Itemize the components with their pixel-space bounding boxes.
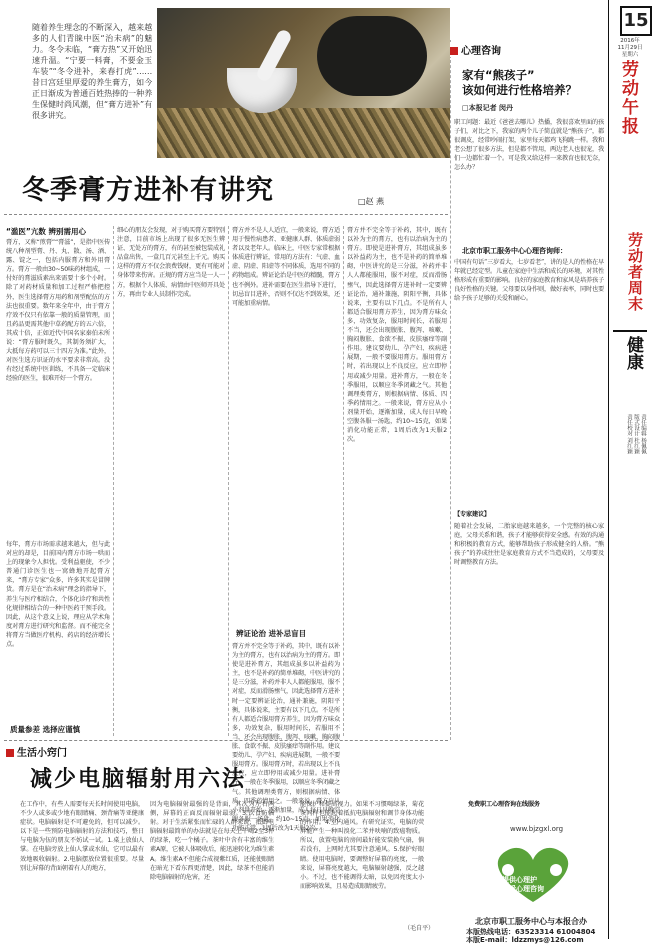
ad-slogan: 工会提供心理护 职工享受心理咨询	[488, 876, 544, 893]
masthead-logo: 劳动午报	[618, 60, 638, 136]
psych-answer: 中国有句话“三岁看大，七岁看老”，讲的是人的性格在早年就已经定型。儿童在家庭中生活和成长的环境，对其性格形成有重要的影响。良好的家庭教育和家风是培养孩子良好性格的关键。父母要以身作则，做好表率，同时也要给予孩子足够的关爱和耐心。	[454, 259, 604, 303]
article-col-3b: 膏方并不完全等于补药，其中，既有以补为主的膏方，也有以治病为主的膏方。即使是进补膏方，其组成虽多以补益药为主，也不是补药的简单堆砌，中医讲究的是三分滋，补药并非人人都能服用，服不对症，反而滑肠壅气，因此选择膏方进补时一定要辨证论治，通补兼施，阴阳平衡，具体说来，主要有以下几点。不是所有人都适合服用膏方养生，因为膏方味众多，功效复杂，服用时间长，若服用不当，还会出现腹胀、腹泻、咳嗽、胸闷腹胀、食欲不振、皮肤瘙痒等副作用。建议要幼儿、孕产妇、疾病进展期，一般不要服用膏方。服用膏方时，若出现以上不良反应，应立即停用或减少用量。进补膏方，一般在冬季服用，以顺应冬季闭藏之气。其他调理类膏方，则根据病情、体质、四季药情用之。一般来说，膏方应从小剂量开始，逐渐加量，成人每日早晚空腹各服一汤匙，约10~15克，如果消化功能正常，1周后改为1天服2次。	[232, 643, 340, 832]
section-rule	[613, 330, 647, 332]
ad-org: 北京市职工服务中心与本报合办	[475, 917, 587, 926]
psych-section-tag: 心理咨询	[450, 42, 501, 57]
column-rule	[113, 226, 114, 736]
email[interactable]: 本版E-mail：ldzzmys@126.com	[466, 936, 584, 944]
life-title: 减少电脑辐射用六法	[30, 767, 247, 792]
divider	[4, 214, 448, 215]
section-name: 劳动者周末	[626, 232, 644, 312]
issue-date: 2016年 11月29日 星期六	[617, 38, 643, 58]
square-bullet-icon	[6, 749, 14, 757]
article-col-3: 膏方并不是人人适宜，一般来说，膏方适用于慢性病患者、亚健康人群、体质虚弱者以及老年人。临床上，中医专家常根据体质进行辨证，常用的方法有：气虚、血虚、阴虚、阳虚等不同体质，选用不同的药物组成。辨证论治是中医的精髓，膏方也不例外。进补需要在医生指导下进行，切忌盲目进补，否则不仅达不到效果，还可能加重病情。	[232, 227, 340, 307]
psych-consultant: 北京市职工服务中心心理咨询师：	[462, 247, 567, 255]
subheading-1: “滥医”亢数 辨别需用心	[6, 227, 86, 236]
hotline: 本版热线电话：63523314 61004804	[466, 928, 596, 936]
article-col-2: 细心的朋友会发现，对于购买膏方要特别注意，目前市场上出现了很多无医生辨证、无处方的膏方，有的甚至被包装成礼品盒出售，一盒几百元甚至上千元。购买这样的膏方不仅会浪费钱财，更有可能对身体带来伤害。正规的膏方应当是一人一方，根据个人体质、病情由中医师开具处方，再由专业人员制作完成。	[117, 227, 225, 298]
psych-tip: 随着社会发展，二胎家庭越来越多，一个完整的核心家庭，父母关系和谐，孩子才能够获得安全感。有效的沟通和积极的教育方式，能够帮助孩子形成健全的人格。“熊孩子”的养成往往是家庭教育方式不当造成的，父母要及时调整教育方法。	[454, 523, 604, 567]
column-rule	[343, 226, 344, 736]
article-col-1: 膏方，又称“煎膏”“膏滋”，是指中医传统八种剂型膏、丹、丸、散、汤、酒、露、锭之一，包括内服膏方和外用膏方。膏方一般由30~50味药材组成，一付好的膏滋质素出来需要十多个小时。除了对药材质量和加工过程严格把控外，医生选择膏方用药和剂型配伍的方法也很重要。数年来全年中，由于膏方疗效不仅只有依靠一般的质量管理，而且药品更需其他中草药配方的五六倍，其成十倍，正如近代中国名家秦伯未所说：“膏方服时既久，其制务须扩大，大抵每方药可以三十四方为准。”此外，对医生选方识证的水平要求非常高。没有经过系统中医训练，不具备一定临床经验的医生，很难开好一个膏方。	[6, 239, 110, 383]
psych-title: 家有“熊孩子” 该如何进行性格培养？	[462, 68, 577, 97]
service-url[interactable]: www.bjzgxl.org	[510, 825, 564, 833]
intro-paragraph: 随着养生理念的不断深入，越来越多的人们青睐中医“治未病”的魅力。冬令未临，“膏方热”又开始迅速升温。“宁要一料膏，不要金玉车装”“冬令进补，来春打虎”……昔日宫廷里厚爱的养生膏方，如今正日渐成为普通百姓热捧的一种养生保健时尚风潮，但“膏方进补”有很多讲究。	[32, 23, 152, 120]
page-number: 15	[620, 6, 652, 36]
psych-byline: □本报记者 闵丹	[462, 104, 514, 112]
article-title: 冬季膏方进补有讲究	[22, 175, 274, 206]
vertical-border	[608, 0, 609, 939]
subheading-3: 辨证论治 进补忌盲目	[236, 629, 307, 638]
article-author: □赵 燕	[358, 197, 385, 206]
free-service-label: 免费职工心理咨询在线服务	[468, 801, 540, 808]
heart-hands-logo	[478, 840, 588, 910]
herbal-medicine-photo	[157, 8, 450, 158]
psych-question: 职工问题：最近《爸爸去哪儿》热播，我很喜欢里面的孩子们，对比之下，我家的两个儿子简直就是“熊孩子”，都很调皮，经常吵闹打架，家里每天都鸡飞狗跳一样。我和老公想了很多方法，但是都不管用，两边老人也很宠，我们一边都忙着一个。可是我又给这样一来教育也很无奈，怎么办？	[454, 119, 604, 172]
life-author: （毛自平）	[404, 925, 434, 932]
life-col-3: 能保护和提高视力。如果不习惯喝绿茶，菊花茶同样也能起着抵抗电脑辐射和调节身体功能的作用。4.室内通风。有研究证实，电脑的荧屏能产生一种叫溴化二苯并呋喃的致癌物质。所以，放置电脑的房间最好能安装换气扇，倘若没有，上网时尤其要注意通风。5.保护好眼睛。使用电脑时，要调整好屏幕的亮度，一般来说，屏幕亮度越大，电脑辐射越强，反之越小。不过，也不能调得太暗，以免因亮度太小而影响效果，且易造成眼睛疲劳。	[300, 801, 424, 890]
life-col-2: 因为电脑辐射最强的是背面，其次为左右两侧，屏幕的正面反而辐射最弱。3.饮食防辐射。对于生活紧张而忙碌的人群来说，抵御电脑辐射最简单的办法就是在每天上午喝2至3杯的绿茶，吃一个橘子。茶叶中含有丰富的维生素A原，它被人体吸收后，能迅速转化为维生素A。维生素A不但能合成视紫红质，还能使眼睛在暗光下看东西更清楚，因此，绿茶不但能消除电脑辐射的危害，还	[150, 801, 274, 881]
psych-tip-head: 【专家建议】	[454, 511, 490, 518]
divider	[4, 740, 448, 741]
subheading-2: 质量参差 选择应谨慎	[10, 725, 81, 734]
life-section-tag: 生活小窍门	[6, 744, 67, 759]
column-rule	[450, 40, 451, 740]
column-rule	[228, 226, 229, 736]
square-bullet-icon	[450, 47, 458, 55]
section-health: 健康	[623, 336, 643, 370]
editor-credits: 责任编辑 杨佩佩 版式设计 杜红颖 责任校对 刘红颖	[626, 414, 646, 455]
article-col-1b: 每年，膏方市场需求越来越大，但与此对应的却是，目前国内膏方市场一哄而上的现象令人担忧。受利益驱使，不少普通门诊医生也一窝蜂地开起膏方来，“膏方专家”众多，许多其实是冒牌货。膏方是在“治未病”理念的指导下，养生与医疗相结合，个体化诊疗和共性化规律相结合的一种中医药干预手段。因此，从这个意义上说，理应从学术角度对膏方进行研究和监督。而不能完全将膏方当做医疗机构、药店的经济增长点。	[6, 541, 110, 649]
article-col-4: 膏方并不完全等于补药，其中，既有以补为主的膏方，也有以治病为主的膏方。即使是进补膏方，其组成虽多以补益药为主，也不是补药的简单堆砌，中医讲究的是三分滋，补药并非人人都能服用，服不对症，反而滑肠壅气，因此选择膏方进补时一定要辨证论治，通补兼施，阴阳平衡，具体说来，主要有以下几点。不是所有人都适合服用膏方养生，因为膏方味众多，功效复杂，服用时间长，若服用不当，还会出现腹胀、腹泻、咳嗽、胸闷腹胀、食欲不振、皮肤瘙痒等副作用。建议要幼儿、孕产妇、疾病进展期，一般不要服用膏方。服用膏方时，若出现以上不良反应，应立即停用或减少用量。进补膏方，一般在冬季服用，以顺应冬季闭藏之气。其他调理类膏方，则根据病情、体质、四季药情用之。一般来说，膏方应从小剂量开始，逐渐加量，成人每日早晚空腹各服一汤匙，约10~15克，如果消化功能正常，1周后改为1天服2次。	[347, 227, 447, 444]
life-col-1: 在工作中，有些人需要每天长时间使用电脑，不少人或多或少地有眼睛痛、颈背痛等亚健康症状。电脑辐射是不可避免的，但可以减少。以下是一些预防电脑辐射的方法和技巧，整日与电脑为伍的朋友不妨试一试。1.桌上放仙人掌。在电脑旁放上仙人掌或水仙，它可以最有效地吸收辐射。2.电脑摆放位置很重要。尽量别让屏幕的背面朝着有人的地方，	[20, 801, 144, 872]
